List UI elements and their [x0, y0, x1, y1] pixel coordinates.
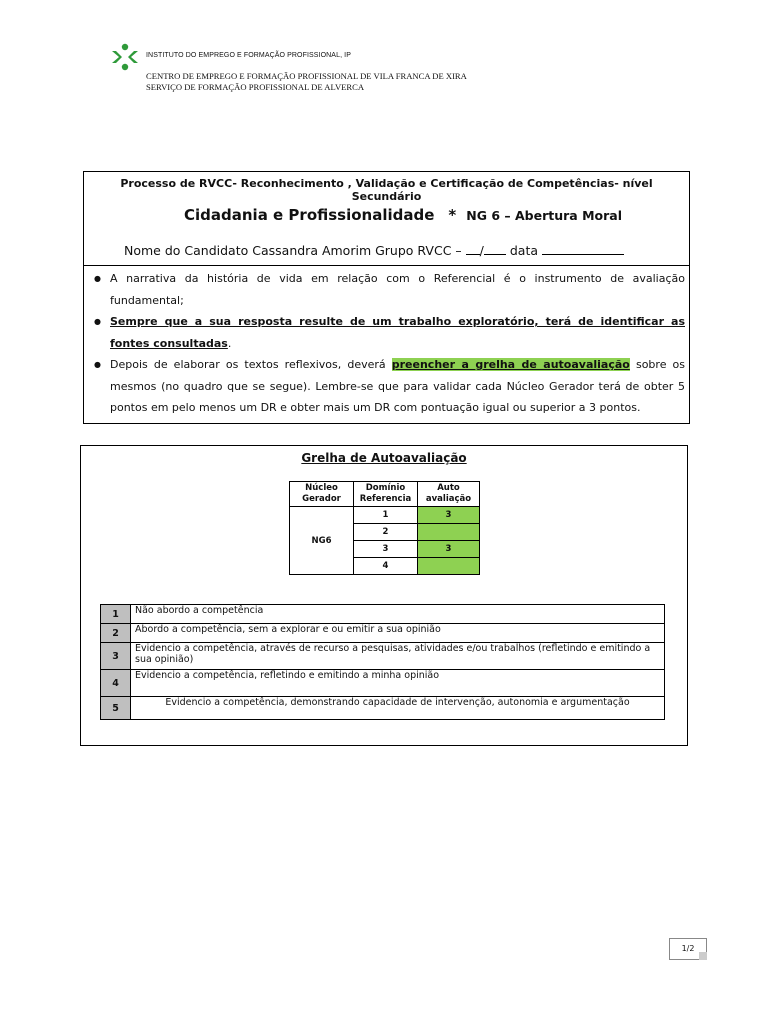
- candidate-line: [124, 242, 624, 258]
- score-cell[interactable]: [418, 524, 480, 541]
- scale-table: [100, 604, 665, 720]
- score-cell[interactable]: 3: [418, 541, 480, 558]
- scale-description: Evidencio a competência, refletindo e emitindo a minha opinião: [131, 670, 665, 697]
- scale-number: 3: [101, 643, 131, 670]
- autoavaliacao-table: [289, 481, 480, 575]
- scale-number: 2: [101, 624, 131, 643]
- scale-description: Não abordo a competência: [131, 605, 665, 624]
- page-number: 1/2: [669, 938, 707, 960]
- ng-title: NG 6 – Abertura Moral: [466, 208, 622, 223]
- header-auto: Auto avaliação: [418, 482, 480, 507]
- scale-number: 4: [101, 670, 131, 697]
- grelha-title: Grelha de Autoavaliação: [301, 451, 467, 465]
- institute-name: INSTITUTO DO EMPREGO E FORMAÇÃO PROFISSIONAL, IP: [146, 52, 351, 59]
- instruction-period: .: [227, 336, 232, 350]
- box-divider: [84, 265, 689, 266]
- instruction-item: [94, 354, 685, 419]
- instruction-text: sobre os mesmos (no quadro que se segue). Lembre-se que para validar cada Núcleo Gerador terá de obter 5 pontos em pelo menos um DR e obter mais um DR com pontuação igual ou superior a 3 pontos.: [110, 358, 686, 414]
- table-row: [101, 643, 665, 670]
- instruction-text: Depois de elaborar os textos reflexivos, deverá: [110, 358, 386, 371]
- group-year-field[interactable]: [484, 242, 506, 255]
- dr-cell: 2: [354, 524, 418, 541]
- scale-description: Abordo a competência, sem a explorar e ou emitir a sua opinião: [131, 624, 665, 643]
- candidate-info-box: [83, 171, 690, 424]
- instruction-item: [94, 311, 685, 354]
- instruction-highlight: preencher a grelha de autoavaliação: [391, 358, 630, 371]
- candidate-label: Nome do Candidato: [124, 243, 249, 258]
- group-label: Grupo RVCC –: [375, 243, 462, 258]
- course-title: [184, 206, 622, 224]
- scale-description: Evidencio a competência, através de recurso a pesquisas, atividades e/ou trabalhos (refletindo e emitindo a sua opinião): [131, 643, 665, 670]
- dr-cell: 4: [354, 558, 418, 575]
- nucleo-cell: NG6: [290, 507, 354, 575]
- process-title: Processo de RVCC- Reconhecimento , Validação e Certificação de Competências- nível Secundário: [120, 177, 653, 203]
- centre-name: CENTRO DE EMPREGO E FORMAÇÃO PROFISSIONAL DE VILA FRANCA DE XIRA: [146, 71, 467, 81]
- course-name: Cidadania e Profissionalidade: [184, 206, 435, 224]
- table-row: [101, 624, 665, 643]
- group-number-field[interactable]: [466, 242, 480, 255]
- instruction-bold: Sempre que a sua resposta resulte de um trabalho exploratório, terá de identificar as fontes consultadas: [110, 315, 685, 350]
- dr-cell: 3: [354, 541, 418, 558]
- scale-number: 5: [101, 697, 131, 720]
- candidate-name: Cassandra Amorim: [252, 243, 372, 258]
- service-name: SERVIÇO DE FORMAÇÃO PROFISSIONAL DE ALVERCA: [146, 82, 365, 92]
- score-cell[interactable]: 3: [418, 507, 480, 524]
- table-row: [101, 605, 665, 624]
- header-nucleo: Núcleo Gerador: [290, 482, 354, 507]
- date-label: data: [509, 243, 538, 258]
- group-slash: /: [479, 243, 484, 258]
- scale-number: 1: [101, 605, 131, 624]
- score-cell[interactable]: [418, 558, 480, 575]
- date-field[interactable]: [542, 242, 624, 255]
- table-row: [101, 697, 665, 720]
- title-star: *: [448, 206, 457, 224]
- instructions-list: [94, 268, 685, 419]
- grelha-box: [80, 445, 688, 746]
- dr-cell: 1: [354, 507, 418, 524]
- table-row: [101, 670, 665, 697]
- instruction-item: ● A narrativa da história de vida em relação com o Referencial é o instrumento de avaliação fundamental;: [94, 268, 685, 311]
- header-dominio: Domínio Referencia: [354, 482, 418, 507]
- centre-names: [146, 71, 467, 93]
- iefp-logo: [108, 42, 142, 72]
- scale-description: Evidencio a competência, demonstrando capacidade de intervenção, autonomia e argumentação: [131, 697, 665, 720]
